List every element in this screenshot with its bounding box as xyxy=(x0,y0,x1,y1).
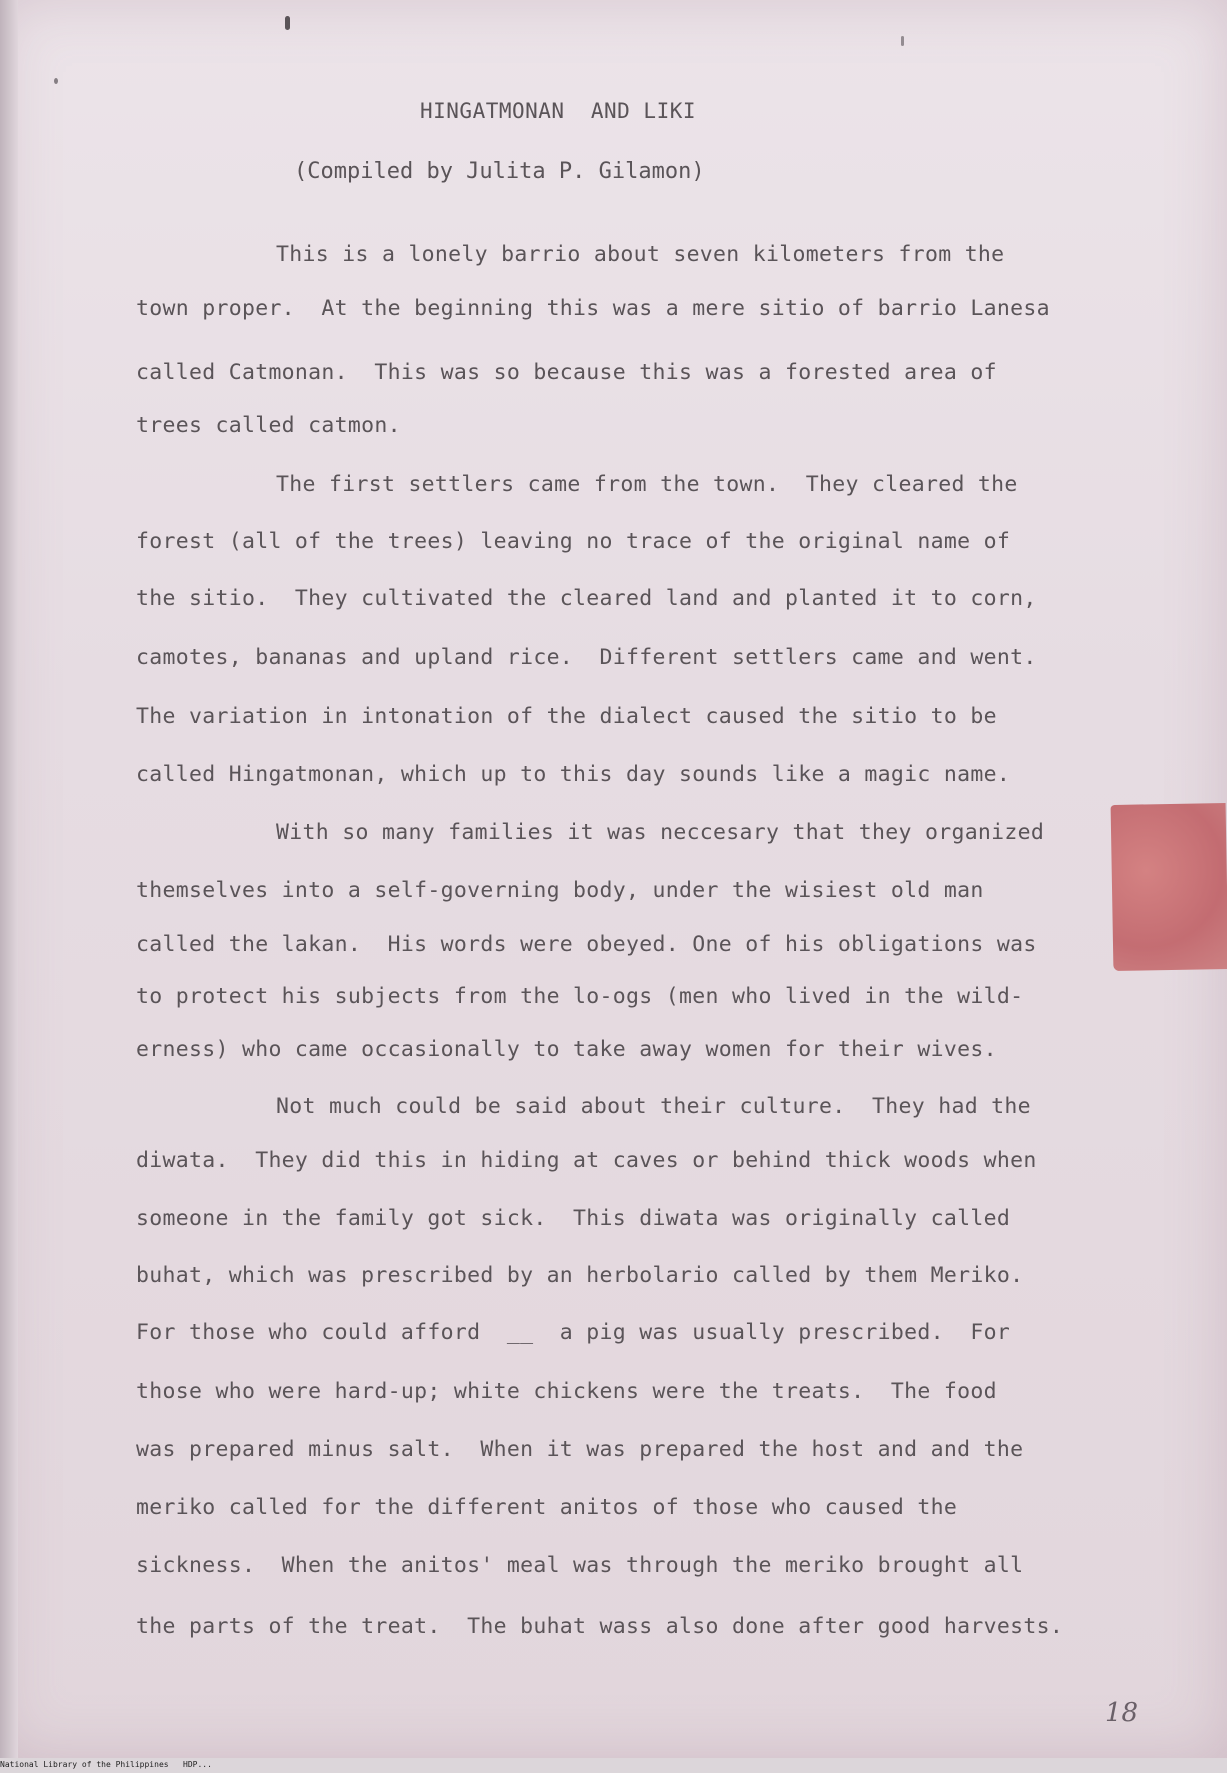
red-tape-mark xyxy=(1111,803,1227,971)
text-line: With so many families it was neccesary that they organized xyxy=(276,820,1045,845)
text-line: For those who could afford __ a pig was usually prescribed. For xyxy=(136,1320,1011,1345)
text-line: to protect his subjects from the lo-ogs (men who lived in the wild- xyxy=(136,984,1024,1009)
page-left-edge xyxy=(0,0,18,1758)
text-line: was prepared minus salt. When it was prepared the host and and the xyxy=(136,1437,1024,1462)
text-line: called the lakan. His words were obeyed. One of his obligations was xyxy=(136,932,1037,957)
text-line: meriko called for the different anitos of those who caused the xyxy=(136,1495,958,1520)
archive-footer: National Library of the Philippines HDP... xyxy=(0,1760,212,1769)
text-line: called Catmonan. This was so because this was a forested area of xyxy=(136,360,997,385)
ink-speck xyxy=(285,16,290,30)
page-number: 18 xyxy=(1105,1698,1139,1728)
document-compiler: (Compiled by Julita P. Gilamon) xyxy=(294,159,705,184)
text-line: erness) who came occasionally to take away women for their wives. xyxy=(136,1037,997,1062)
text-line: Not much could be said about their culture. They had the xyxy=(276,1094,1031,1119)
text-line: themselves into a self-governing body, under the wisiest old man xyxy=(136,878,984,903)
text-line: This is a lonely barrio about seven kilometers from the xyxy=(276,242,1005,267)
text-line: town proper. At the beginning this was a mere sitio of barrio Lanesa xyxy=(136,296,1050,321)
text-line: those who were hard-up; white chickens were the treats. The food xyxy=(136,1379,997,1404)
document-title: HINGATMONAN AND LIKI xyxy=(420,99,697,123)
text-line: The variation in intonation of the dialect caused the sitio to be xyxy=(136,704,997,729)
ink-speck xyxy=(54,78,58,84)
text-line: The first settlers came from the town. They cleared the xyxy=(276,472,1018,497)
text-line: the parts of the treat. The buhat wass also done after good harvests. xyxy=(136,1614,1064,1639)
text-line: sickness. When the anitos' meal was through the meriko brought all xyxy=(136,1553,1024,1578)
text-line: trees called catmon. xyxy=(136,413,401,438)
text-line: diwata. They did this in hiding at caves or behind thick woods when xyxy=(136,1148,1037,1173)
text-line: called Hingatmonan, which up to this day sounds like a magic name. xyxy=(136,762,1011,787)
text-line: the sitio. They cultivated the cleared land and planted it to corn, xyxy=(136,586,1037,611)
ink-speck xyxy=(901,36,904,46)
text-line: camotes, bananas and upland rice. Different settlers came and went. xyxy=(136,645,1037,670)
text-line: forest (all of the trees) leaving no trace of the original name of xyxy=(136,529,1011,554)
text-line: buhat, which was prescribed by an herbolario called by them Meriko. xyxy=(136,1263,1024,1288)
text-line: someone in the family got sick. This diwata was originally called xyxy=(136,1206,1011,1231)
